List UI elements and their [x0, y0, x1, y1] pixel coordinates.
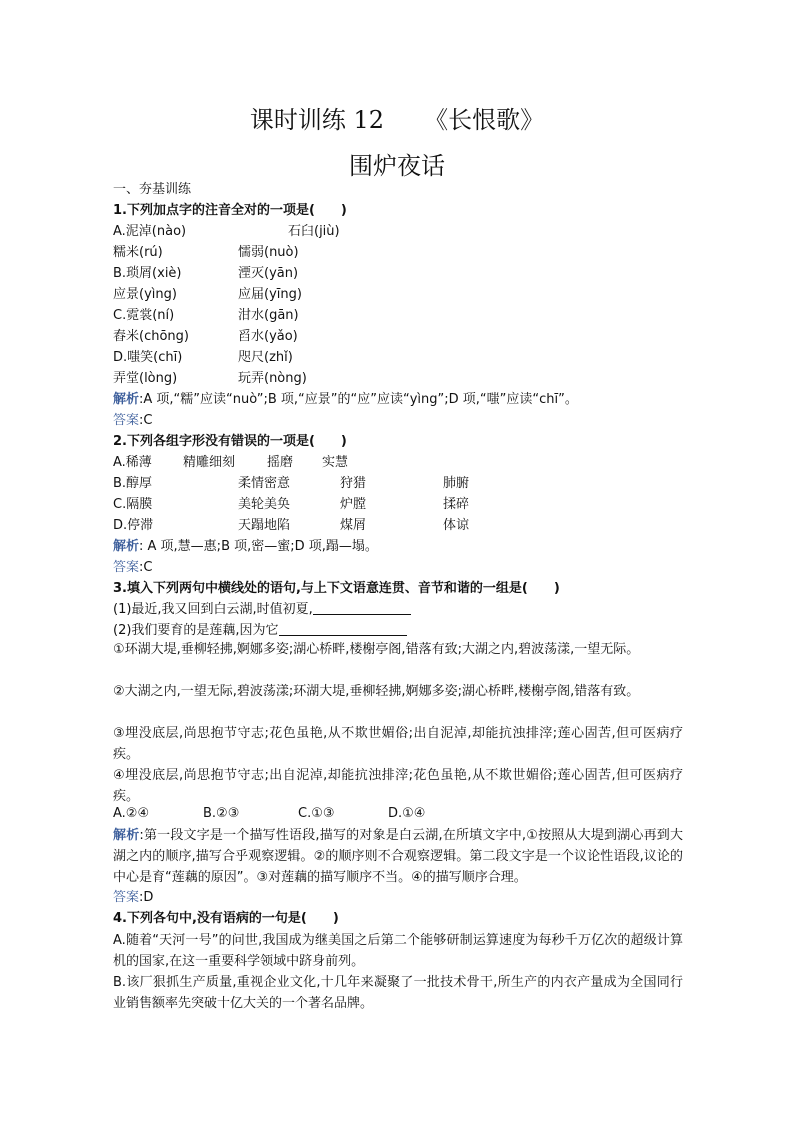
q1-option-row: D.嗤笑(chī)	[113, 350, 183, 365]
q3-option-3: ③埋没底层,尚思抱节守志;花色虽艳,从不欺世媚俗;出自泥淖,却能抗浊排滓;莲心固苦,但可医病疗疾。	[113, 726, 683, 762]
q3-choice: C.①③	[298, 806, 335, 821]
q2-option-row: 体谅	[443, 518, 470, 533]
q1-option-row: 玩弄(nòng)	[238, 371, 307, 386]
q1-option-row: 泔水(gān)	[238, 308, 299, 323]
q1-option-row: C.霓裳(ní)	[113, 308, 175, 323]
q2-answer: 答案:C	[113, 560, 153, 575]
q3-answer: 答案:D	[113, 890, 154, 905]
q2-option-row: 摇磨	[267, 455, 294, 470]
q3-explanation: 解析:第一段文字是一个描写性语段,描写的对象是白云湖,在所填文字中,①按照从大堤到湖心再到大湖之内的顺序,描写合乎观察逻辑。②的顺序则不合观察逻辑。第二段文字是一个议论性语段,议论的中心是育“莲藕的原因”。③对莲藕的描写顺序不当。④的描写顺序合理。	[113, 828, 683, 885]
q1-option-row: 石臼(jiù)	[288, 224, 340, 239]
section-heading: 一、夯基训练	[113, 182, 192, 197]
q2-option-row: 揉碎	[443, 497, 470, 512]
q1-option-row: 懦弱(nuò)	[238, 245, 299, 260]
q1-option-row: 糯米(rú)	[113, 245, 163, 260]
q3-option-4: ④埋没底层,尚思抱节守志;出自泥淖,却能抗浊排滓;花色虽艳,从不欺世媚俗;莲心固苦,但可医病疗疾。	[113, 768, 683, 804]
q4-option-a: A.随着“天河一号”的问世,我国成为继美国之后第二个能够研制运算速度为每秒千万亿次的超级计算机的国家,在这一重要科学领域中跻身前列。	[113, 933, 683, 969]
q4-option-b: B.该厂狠抓生产质量,重视企业文化,十几年来凝聚了一批技术骨干,所生产的内衣产量成为全国同行业销售额率先突破十亿大关的一个著名品牌。	[113, 975, 683, 1011]
q2-option-row: 煤屑	[340, 518, 367, 533]
q3-choice: A.②④	[113, 806, 150, 821]
page-title	[0, 100, 794, 135]
q2-option-row: 实慧	[322, 455, 349, 470]
q3-option-1: ①环湖大堤,垂柳轻拂,婀娜多姿;湖心桥畔,楼榭亭阁,错落有致;大湖之内,碧波荡漾,一望无际。	[113, 642, 640, 657]
q1-option-row: 舀水(yǎo)	[238, 329, 298, 344]
question-2-stem: 2.下列各组字形没有错误的一项是( )	[113, 434, 347, 449]
question-1-stem: 1.下列加点字的注音全对的一项是( )	[113, 203, 347, 218]
q3-choice: B.②③	[203, 806, 240, 821]
lesson-title: 课时训练 12	[249, 106, 385, 134]
question-4-stem: 4.下列各句中,没有语病的一句是( )	[113, 911, 339, 926]
q1-option-row: 应景(yìng)	[113, 287, 177, 302]
q2-explanation: 解析: A 项,慧—惠;B 项,密—蜜;D 项,蹋—塌。	[113, 539, 378, 554]
q1-option-row: 舂米(chōng)	[113, 329, 189, 344]
q1-option-row: 弄堂(lòng)	[113, 371, 178, 386]
fill-blank	[313, 600, 411, 615]
q1-option-row: A.泥淖(nào)	[113, 224, 187, 239]
q2-option-row: B.醇厚	[113, 476, 153, 491]
q2-option-row: 肺腑	[443, 476, 470, 491]
q2-option-row: 美轮美奂	[238, 497, 291, 512]
q3-sentence-1: (1)最近,我又回到白云湖,时值初夏,	[113, 600, 411, 620]
q2-option-row: 狩猎	[340, 476, 367, 491]
q3-option-2: ②大湖之内,一望无际,碧波荡漾;环湖大堤,垂柳轻拂,婀娜多姿;湖心桥畔,楼榭亭阁,错落有致。	[113, 684, 640, 699]
q2-option-row: A.稀薄	[113, 455, 152, 470]
q2-option-row: 炉膛	[340, 497, 367, 512]
fill-blank	[279, 621, 407, 636]
q1-option-row: 湮灭(yān)	[238, 266, 299, 281]
page-subtitle: 围炉夜话	[349, 152, 445, 180]
q2-option-row: D.停滞	[113, 518, 154, 533]
q2-option-row: 柔情密意	[238, 476, 291, 491]
q2-option-row: 天蹋地陷	[238, 518, 291, 533]
q1-answer: 答案:C	[113, 413, 153, 428]
q3-choice: D.①④	[388, 806, 426, 821]
q1-option-row: B.琐屑(xiè)	[113, 266, 182, 281]
q1-option-row: 应届(yīng)	[238, 287, 302, 302]
q2-option-row: C.隔膜	[113, 497, 153, 512]
q1-option-row: 咫尺(zhǐ)	[238, 350, 293, 365]
q1-explanation: 解析:A 项,“糯”应读“nuò”;B 项,“应景”的“应”应读“yìng”;D 项,“嗤”应读“chī”。	[113, 392, 578, 407]
q3-sentence-2: (2)我们要育的是莲藕,因为它	[113, 621, 407, 641]
poem-title: 《长恨歌》	[424, 106, 545, 134]
question-3-stem: 3.填入下列两句中横线处的语句,与上下文语意连贯、音节和谐的一组是( )	[113, 581, 560, 596]
q2-option-row: 精雕细刻	[183, 455, 236, 470]
